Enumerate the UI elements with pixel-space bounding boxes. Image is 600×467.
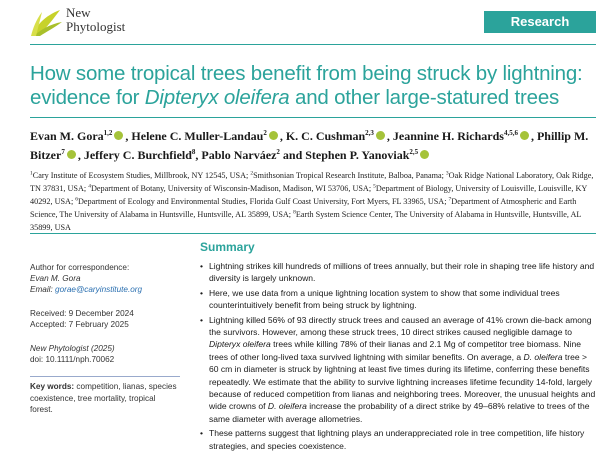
orcid-icon[interactable] bbox=[67, 150, 76, 159]
title-text-end: and other large-statured trees bbox=[289, 86, 560, 109]
affiliation-text: Department of Biology, University of Louisville, Louisville, KY 40292, USA; bbox=[30, 184, 588, 206]
summary-bullet-1: • Lightning strikes kill hundreds of millions of trees annually, but their role in shaping tree life history and diversity is largely unknown. bbox=[200, 260, 596, 285]
author-affiliation-number: 4,5,6 bbox=[503, 129, 518, 137]
accepted-date: Accepted: 7 February 2025 bbox=[30, 320, 129, 329]
affiliation-number: 3 bbox=[445, 170, 449, 177]
keywords-text: competition, lianas, species coexistence, tree mortality, tropical forest. bbox=[30, 382, 177, 414]
author-name: Pablo Narváez bbox=[201, 148, 277, 162]
author-separator: , bbox=[530, 129, 537, 143]
affiliation-text: Department of Ecology and Environmental Studies, Florida Gulf Coast University, Fort Myers, FL 33965, USA; bbox=[78, 197, 449, 206]
email-link[interactable]: gorae@caryinstitute.org bbox=[55, 285, 143, 294]
title-species: Dipteryx oleifera bbox=[144, 86, 290, 109]
bullet-3-text-a: Lightning killed 56% of 93 directly struck trees and caused an average of 41% crown die-back among the survivors. However, among these struck trees, 10 direct strikes caused negligible damage to bbox=[209, 314, 592, 338]
author-name: Helene C. Muller-Landau bbox=[131, 129, 264, 143]
author-affiliation-number: 1,2 bbox=[103, 129, 113, 137]
author-affiliation-number: 2 bbox=[263, 129, 267, 137]
orcid-icon[interactable] bbox=[269, 131, 278, 140]
orcid-icon[interactable] bbox=[520, 131, 529, 140]
author-list bbox=[30, 127, 596, 165]
author bbox=[30, 129, 125, 143]
article-title bbox=[30, 62, 590, 110]
correspondence-block bbox=[30, 262, 180, 295]
author-affiliation-number: 8 bbox=[191, 148, 196, 156]
bullet-3-text-b: trees while killing 78% of their lianas and 2.1 Mg of competitor tree biomass. Nine trees of other long-lived taxa survived lightning with similar benefits. On average, a bbox=[209, 339, 581, 362]
summary-body bbox=[200, 260, 596, 454]
keywords-divider bbox=[30, 376, 180, 377]
doi[interactable]: doi: 10.1111/nph.70062 bbox=[30, 355, 115, 364]
author-name: Jeannine H. Richards bbox=[392, 129, 504, 143]
affiliation-number: 2 bbox=[250, 170, 254, 177]
received-date: Received: 9 December 2024 bbox=[30, 309, 134, 318]
bullet-3-text-c: tree > 60 cm in diameter is struck by lightning at least five times during its lifetime, conferring these benefits repeatedly. We estimate that the ability to survive lightning increases lifetime fecundity 14-fold, largely because of reduced competition from lianas and neighboring trees. Moreover, the unusual heights and wide crowns of bbox=[209, 351, 596, 412]
title-divider bbox=[30, 117, 596, 118]
author-name: Phillip M. Bitzer bbox=[30, 129, 589, 162]
summary-bullet-3 bbox=[200, 314, 596, 426]
affiliation-number: 5 bbox=[373, 183, 376, 190]
author bbox=[393, 129, 531, 143]
author bbox=[201, 148, 279, 162]
author bbox=[84, 148, 196, 162]
author bbox=[286, 129, 387, 143]
author-separator: , bbox=[195, 148, 202, 162]
keywords-label: Key words: bbox=[30, 382, 75, 391]
affiliation-list bbox=[30, 169, 596, 234]
journal-name-line1: New bbox=[66, 5, 91, 20]
author-affiliation-number: 2,5 bbox=[409, 148, 419, 156]
affiliation-number: 4 bbox=[88, 183, 91, 190]
author-name: Jeffery C. Burchfield bbox=[83, 148, 192, 162]
affiliation-number: 7 bbox=[448, 196, 452, 203]
affiliation-text: Cary Institute of Ecosystem Studies, Millbrook, NY 12545, USA; bbox=[32, 171, 251, 180]
summary-heading: Summary bbox=[200, 240, 255, 254]
author bbox=[305, 148, 431, 162]
citation-block bbox=[30, 343, 180, 365]
title-text: How some tropical trees benefit from being struck by lightning: evidence for bbox=[30, 62, 583, 109]
author-separator: , bbox=[77, 148, 84, 162]
author-separator: , bbox=[125, 129, 132, 143]
summary-bullet-2: • Here, we use data from a unique lightning location system to show that some individual trees counterintuitively benefit from being struck by lightning. bbox=[200, 287, 596, 312]
keywords-block bbox=[30, 381, 180, 416]
affiliation-number: 1 bbox=[30, 170, 33, 177]
header-divider bbox=[30, 44, 596, 45]
author-affiliation-number: 2 bbox=[276, 148, 280, 156]
affiliation-divider bbox=[30, 233, 596, 234]
bullet-3-species-2: D. oleifera bbox=[523, 351, 563, 362]
author-separator: and bbox=[279, 148, 306, 162]
journal-name bbox=[66, 6, 125, 34]
orcid-icon[interactable] bbox=[114, 131, 123, 140]
section-badge: Research bbox=[484, 11, 596, 33]
author-separator: , bbox=[279, 129, 286, 143]
affiliation-text: Oak Ridge National Laboratory, Oak Ridge, TN 37831, USA; bbox=[30, 171, 594, 193]
bullet-3-species-1: Dipteryx oleifera bbox=[209, 339, 271, 350]
summary-bullet-4: • These patterns suggest that lightning plays an underappreciated role in tree competition, life history strategies, and species coexistence. bbox=[200, 427, 596, 452]
author bbox=[131, 129, 279, 143]
correspondence-name: Evan M. Gora bbox=[30, 274, 81, 283]
journal-logo-icon bbox=[30, 8, 64, 38]
affiliation-text: Department of Botany, University of Wisconsin-Madison, Madison, WI 53706, USA; bbox=[90, 184, 374, 193]
orcid-icon[interactable] bbox=[376, 131, 385, 140]
bullet-3-species-3: D. oleifera bbox=[267, 401, 307, 412]
author-affiliation-number: 2,3 bbox=[365, 129, 374, 137]
author-separator: , bbox=[386, 129, 393, 143]
journal-year: New Phytologist (2025) bbox=[30, 344, 115, 353]
email-label: Email: bbox=[30, 285, 56, 294]
journal-name-line2: Phytologist bbox=[66, 19, 126, 34]
author-name: Stephen P. Yanoviak bbox=[305, 148, 410, 162]
affiliation-number: 8 bbox=[293, 209, 296, 216]
author-name: K. C. Cushman bbox=[285, 129, 366, 143]
affiliation-text: Smithsonian Tropical Research Institute, Balboa, Panama; bbox=[253, 171, 446, 180]
correspondence-label: Author for correspondence: bbox=[30, 263, 130, 272]
author-name: Evan M. Gora bbox=[30, 129, 104, 143]
author-affiliation-number: 7 bbox=[61, 148, 65, 156]
orcid-icon[interactable] bbox=[420, 150, 429, 159]
bullet-3-text-d: increase the probability of a direct strike by 49–68% relative to trees of the same diameter with average allometries. bbox=[209, 401, 590, 424]
affiliation-text: Earth System Science Center, The University of Alabama in Huntsville, Huntsville, AL 35899, USA bbox=[30, 210, 582, 232]
affiliation-number: 6 bbox=[75, 196, 79, 203]
affiliation-text: Department of Atmospheric and Earth Science, The University of Alabama in Huntsville, Huntsville, AL 35899, USA; bbox=[30, 197, 577, 219]
dates-block bbox=[30, 308, 180, 330]
